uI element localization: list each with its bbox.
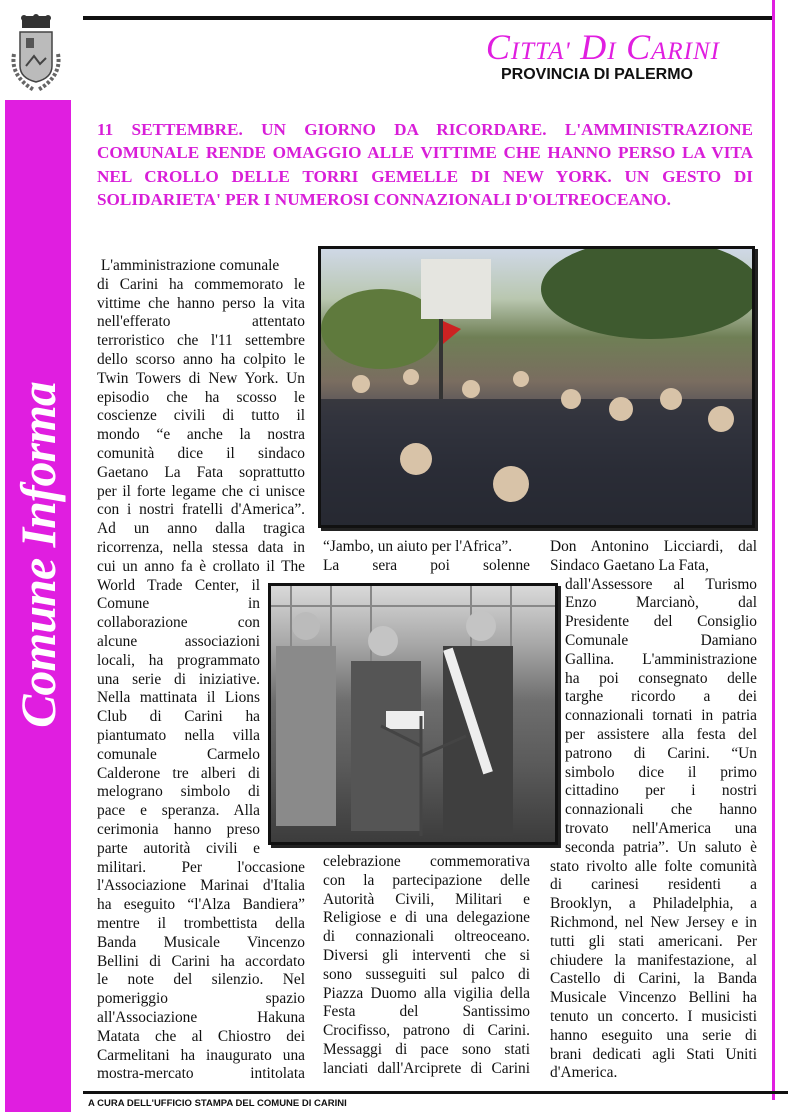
article-text-line: cui un anno fa è crollato il The xyxy=(97,557,305,575)
article-text-line: cittadino per i nostri xyxy=(565,782,757,800)
article-text-line: all'Associazione Hakuna xyxy=(97,1009,305,1026)
city-title-part: C xyxy=(626,27,652,67)
article-text-line: per assistere alla festa del xyxy=(565,726,757,743)
article-text-line: melograno simbolo di xyxy=(97,783,260,801)
article-text-line: pomeriggio spazio xyxy=(97,990,305,1008)
article-text-line: Presidente del Consiglio xyxy=(565,613,757,631)
article-text-line: connazionali che hanno xyxy=(565,801,757,819)
article-text-line: Calderone tre alberi di xyxy=(97,764,260,782)
article-text-line: locali, ha programmato xyxy=(97,651,260,669)
article-text-line: World Trade Center, il xyxy=(97,576,260,594)
article-text-line: terroristico che l'11 settembre xyxy=(97,332,305,350)
article-text-line: Autorità Civili, Militari e xyxy=(323,890,530,908)
city-title-part: C xyxy=(485,27,511,67)
article-text-line: ricorrenza, nella stessa data in xyxy=(97,539,305,556)
article-text-line: Comunale Damiano xyxy=(565,632,757,649)
article-text-line: di connazionali oltreoceano. xyxy=(323,928,530,946)
article-text-line: Richmond, nel New Jersey e in xyxy=(550,914,757,931)
article-text-line: tutti gli stati americani. Per xyxy=(550,932,757,950)
article-text-line: La sera poi solenne xyxy=(323,556,530,574)
article-text-line: ha poi consegnato delle xyxy=(565,669,757,687)
article-text-line: targhe ricordo a dei xyxy=(565,688,757,706)
article-text-line: tenuto un concerto. I musicisti xyxy=(550,1008,757,1025)
article-text-line: parte autorità civili e xyxy=(97,839,260,857)
article-text-line: Diversi gli interventi che si xyxy=(323,947,530,964)
article-text-line: collaborazione con xyxy=(97,614,260,632)
article-text-line: Banda Musicale Vincenzo xyxy=(97,933,305,951)
article-text-line: brani dedicati agli Stati Uniti xyxy=(550,1045,757,1063)
article-text-line: dello scorso anno ha colpito le xyxy=(97,351,305,368)
article-text-line: Festa del Santissimo xyxy=(323,1003,530,1021)
article-text-line: dall'Assessore al Turismo xyxy=(565,575,757,593)
article-text-line: Club di Carini ha xyxy=(97,708,260,726)
article-text-line: nell'efferato attentato xyxy=(97,313,305,331)
article-text-line: Enzo Marcianò, dal xyxy=(565,594,757,612)
article-text-line: coscienze civili di tutto il xyxy=(97,407,305,425)
article-text-line: Gallina. L'amministrazione xyxy=(565,650,757,668)
article-text-line: trovato nell'America una xyxy=(565,820,757,837)
article-text-line: celebrazione commemorativa xyxy=(323,853,530,870)
coat-of-arms-icon xyxy=(4,14,68,98)
article-text-line: hanno eseguito una serie di xyxy=(550,1026,757,1044)
article-text-line: sono susseguiti sul palco di xyxy=(323,965,530,983)
article-text-line: “Jambo, un aiuto per l'Africa”. xyxy=(323,538,513,555)
article-text-line: Brooklyn, a Philadelphia, a xyxy=(550,895,757,913)
article-text-line: Piazza Duomo alla vigilia della xyxy=(323,984,530,1002)
article-text-line: lanciati dall'Arciprete di Carini xyxy=(323,1059,530,1077)
article-text-line: Ad un anno dalla tragica xyxy=(97,520,305,538)
article-headline: 11 SETTEMBRE. UN GIORNO DA RICORDARE. L'AMMINISTRAZIONE COMUNALE RENDE OMAGGIO ALLE VITTIME CHE HANNO PERSO LA VITA NEL CROLLO DELLE TORRI GEMELLE DI NEW YORK. UN GESTO DI SOLIDARIETA' PER I NUMEROSI CONNAZIONALI D'OLTREOCEANO. xyxy=(97,120,753,209)
article-text-line: mostra-mercato intitolata xyxy=(97,1065,305,1083)
article-text-line: con la partecipazione delle xyxy=(323,871,530,889)
footer-credit: A CURA DELL'UFFICIO STAMPA DEL COMUNE DI CARINI xyxy=(88,1098,347,1109)
right-accent-rule xyxy=(772,0,775,1100)
article-text-line: connazionali tornati in patria xyxy=(565,707,757,725)
article-text-line: Musicale Vincenzo Bellini ha xyxy=(550,989,757,1007)
article-text-line: una serie di iniziative. xyxy=(97,670,260,688)
article-text-line: alcune associazioni xyxy=(97,633,260,650)
city-title xyxy=(400,26,720,68)
city-title-part: ITTA' xyxy=(510,38,571,65)
article-text-line: chiudere la manifestazione, al xyxy=(550,951,757,969)
article-text-line: comunale Carmelo xyxy=(97,745,260,763)
article-text-line: stato rivolto alle folte comunità xyxy=(550,857,757,875)
province-subtitle: PROVINCIA DI PALERMO xyxy=(500,66,693,83)
article-text-line: vittime che hanno perso la vita xyxy=(97,294,305,312)
article-text-line: le note del silenzio. Nel xyxy=(97,971,305,989)
tree-planting-photo xyxy=(268,583,558,845)
tree-planting-illustration xyxy=(271,586,555,842)
article-text-line: Bellini di Carini ha accordato xyxy=(97,952,305,970)
city-title-part: I xyxy=(607,38,617,65)
crowd-illustration xyxy=(321,249,752,525)
side-banner-title: Comune Informa xyxy=(10,382,66,728)
article-text-line: L'amministrazione comunale xyxy=(97,257,280,274)
article-text-line: di carinesi residenti a xyxy=(550,876,757,894)
article-text-line: Twin Towers di New York. Un xyxy=(97,369,305,387)
city-title-part: D xyxy=(580,27,608,67)
article-text-line: mentre il trombettista della xyxy=(97,915,305,932)
article-text-line: Comune in xyxy=(97,595,260,613)
article-text-line: Don Antonino Licciardi, dal xyxy=(550,538,757,555)
article-text-line: simbolo dice il primo xyxy=(565,763,757,781)
article-text-line: d'America. xyxy=(550,1064,618,1082)
article-text-line: piantumato nella villa xyxy=(97,727,260,744)
article-text-line: comunità dice il sindaco xyxy=(97,445,305,462)
article-text-line: Religiose e di una delegazione xyxy=(323,909,530,927)
article-text-line: Carmelitani ha inaugurato una xyxy=(97,1046,305,1064)
article-text-line: cerimonia hanno preso xyxy=(97,821,260,838)
article-text-line: Crocifisso, patrono di Carini. xyxy=(323,1022,530,1040)
bottom-rule xyxy=(83,1091,788,1094)
article-text-line: Nella mattinata il Lions xyxy=(97,689,260,707)
city-title-part: ARINI xyxy=(651,38,720,65)
ceremony-crowd-photo xyxy=(318,246,755,528)
article-text-line: di Carini ha commemorato le xyxy=(97,275,305,293)
article-text-line: mondo “e anche la nostra xyxy=(97,426,305,444)
article-text-line: episodio che ha scosso le xyxy=(97,388,305,406)
article-text-line: Sindaco Gaetano La Fata, xyxy=(550,556,709,574)
article-text-line: patrono di Carini. “Un xyxy=(565,744,757,762)
article-text-line: con i nostri fratelli d'America”. xyxy=(97,501,305,519)
article-text-line: Castello di Carini, la Banda xyxy=(550,970,757,988)
article-text-line: Messaggi di pace sono stati xyxy=(323,1041,530,1058)
article-text-line: Gaetano La Fata soprattutto xyxy=(97,463,305,481)
article-text-line: l'Associazione Marinai d'Italia xyxy=(97,877,305,895)
article-text-line: militari. Per l'occasione xyxy=(97,858,305,876)
article-text-line: ha eseguito “l'Alza Bandiera” xyxy=(97,896,305,914)
article-text-line: per il forte legame che ci unisce xyxy=(97,482,305,500)
article-text-line: Matata che al Chiostro dei xyxy=(97,1027,305,1045)
article-text-line: seconda patria”. Un saluto è xyxy=(565,838,757,856)
top-rule xyxy=(83,16,775,20)
article-text-line: pace e speranza. Alla xyxy=(97,802,260,820)
